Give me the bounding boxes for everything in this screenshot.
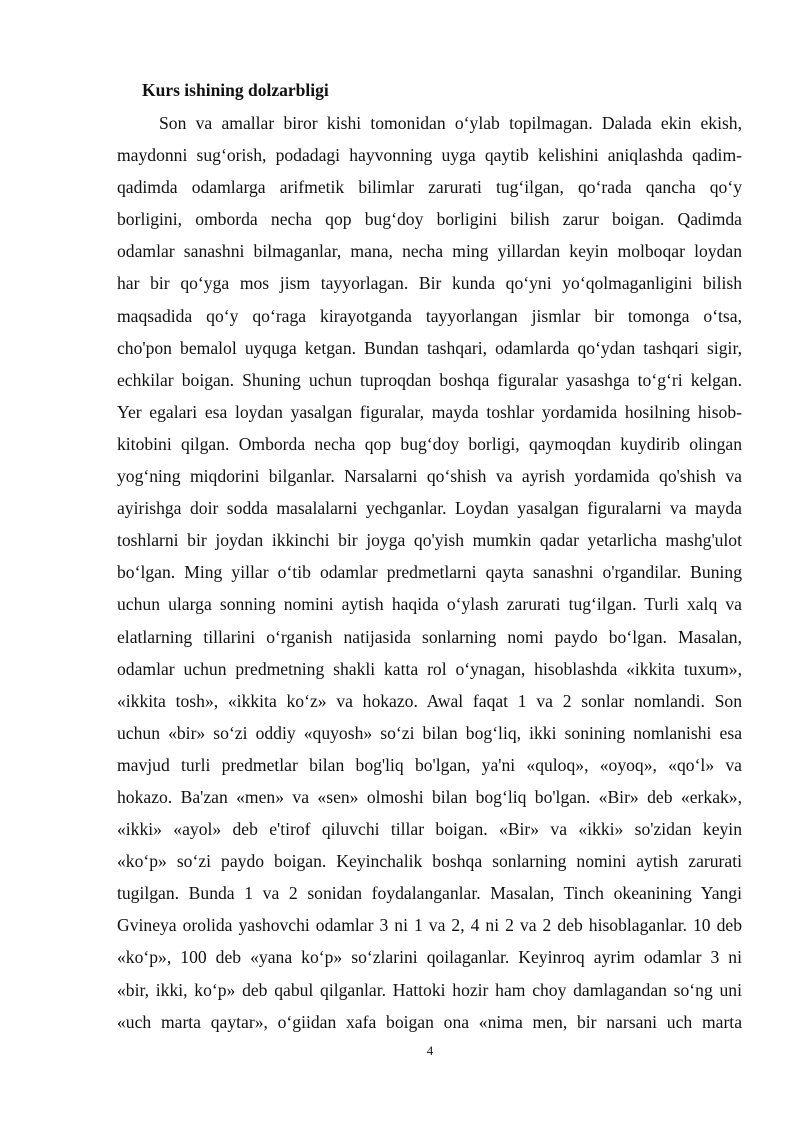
text-line: ayirishga doir sodda masalalarni yechganlar. Loydan yasalgan figuralarni va mayda [117,498,742,519]
page-number: 4 [426,1043,434,1058]
text-line: echkilar boigan. Shuning uchun tuproqdan boshqa figuralar yasashga to‘g‘ri kelgan. [117,369,742,390]
text-line: uchun ularga sonning nomini aytish haqida o‘ylash zarurati tug‘ilgan. Turli xalq va [117,594,742,615]
text-line: yog‘ning miqdorini bilganlar. Narsalarni qo‘shish va ayrish yordamida qo'shish va [117,466,742,487]
text-line: odamlar uchun predmetning shakli katta rol o‘ynagan, hisoblashda «ikkita tuxum», [117,658,742,679]
text-line: «ko‘p» so‘zi paydo boigan. Keyinchalik boshqa sonlarning nomini aytish zarurati [117,851,742,872]
text-line: Son va amallar biror kishi tomonidan o‘ylab topilmagan. Dalada ekin ekish, [159,113,742,133]
text-line: Gvineya orolida yashovchi odamlar 3 ni 1 va 2, 4 ni 2 va 2 deb hisoblaganlar. 10 deb [117,915,742,936]
text-line: cho'pon bemalol uyquga ketgan. Bundan tashqari, odamlarda qo‘ydan tashqari sigir, [117,337,742,358]
text-line: «ko‘p», 100 deb «yana ko‘p» so‘zlarini qoilaganlar. Keyinroq ayrim odamlar 3 ni [117,947,742,968]
text-line: tugilgan. Bunda 1 va 2 sonidan foydalanganlar. Masalan, Tinch okeanining Yangi [117,883,742,904]
text-line: borligini, omborda necha qop bug‘doy borligini bilish zarur boigan. Qadimda [117,209,742,230]
text-line: «bir, ikki, ko‘p» deb qabul qilganlar. Hattoki hozir ham choy damlagandan so‘ng uni [117,979,742,1000]
text-line: elatlarning tillarini o‘rganish natijasida sonlarning nomi paydo bo‘lgan. Masalan, [117,626,742,647]
text-line: hokazo. Ba'zan «men» va «sen» olmoshi bilan bog‘liq bo'lgan. «Bir» deb «erkak», [117,786,742,807]
text-line: «ikki» «ayol» deb e'tirof qiluvchi tillar boigan. «Bir» va «ikki» so'zidan keyin [117,819,742,840]
text-line: odamlar sanashni bilmaganlar, mana, necha ming yillardan keyin molboqar loydan [117,241,742,262]
body-paragraph [117,107,742,1038]
text-line: maydonni sug‘orish, podadagi hayvonning uyga qaytib kelishini aniqlashda qadim- [117,145,742,166]
text-line: mavjud turli predmetlar bilan bog'liq bo'lgan, ya'ni «quloq», «oyoq», «qo‘l» va [117,754,742,775]
text-line: uchun «bir» so‘zi oddiy «quyosh» so‘zi bilan bog‘liq, ikki sonining nomlanishi esa [117,722,742,743]
text-line: bo‘lgan. Ming yillar o‘tib odamlar predmetlarni qayta sanashni o'rgandilar. Buning [117,562,742,583]
text-line: toshlarni bir joydan ikkinchi bir joyga qo'yish mumkin qadar yetarlicha mashg'ulot [117,530,742,551]
text-line: qadimda odamlarga arifmetik bilimlar zarurati tug‘ilgan, qo‘rada qancha qo‘y [117,177,742,198]
text-line: maqsadida qo‘y qo‘raga kirayotganda tayyorlangan jismlar bir tomonga o‘tsa, [117,305,742,326]
text-line: kitobini qilgan. Omborda necha qop bug‘doy borligi, qaymoqdan kuydirib olingan [117,433,742,454]
section-heading: Kurs ishining dolzarbligi [142,80,329,100]
text-line: Yer egalari esa loydan yasalgan figuralar, mayda toshlar yordamida hosilning hisob- [117,401,742,422]
text-line: har bir qo‘yga mos jism tayyorlagan. Bir kunda qo‘yni yo‘qolmaganligini bilish [117,273,742,294]
text-line: «ikkita tosh», «ikkita ko‘z» va hokazo. Awal faqat 1 va 2 sonlar nomlandi. Son [117,690,742,711]
text-line: «uch marta qaytar», o‘giidan xafa boigan ona «nima men, bir narsani uch marta [117,1011,742,1032]
